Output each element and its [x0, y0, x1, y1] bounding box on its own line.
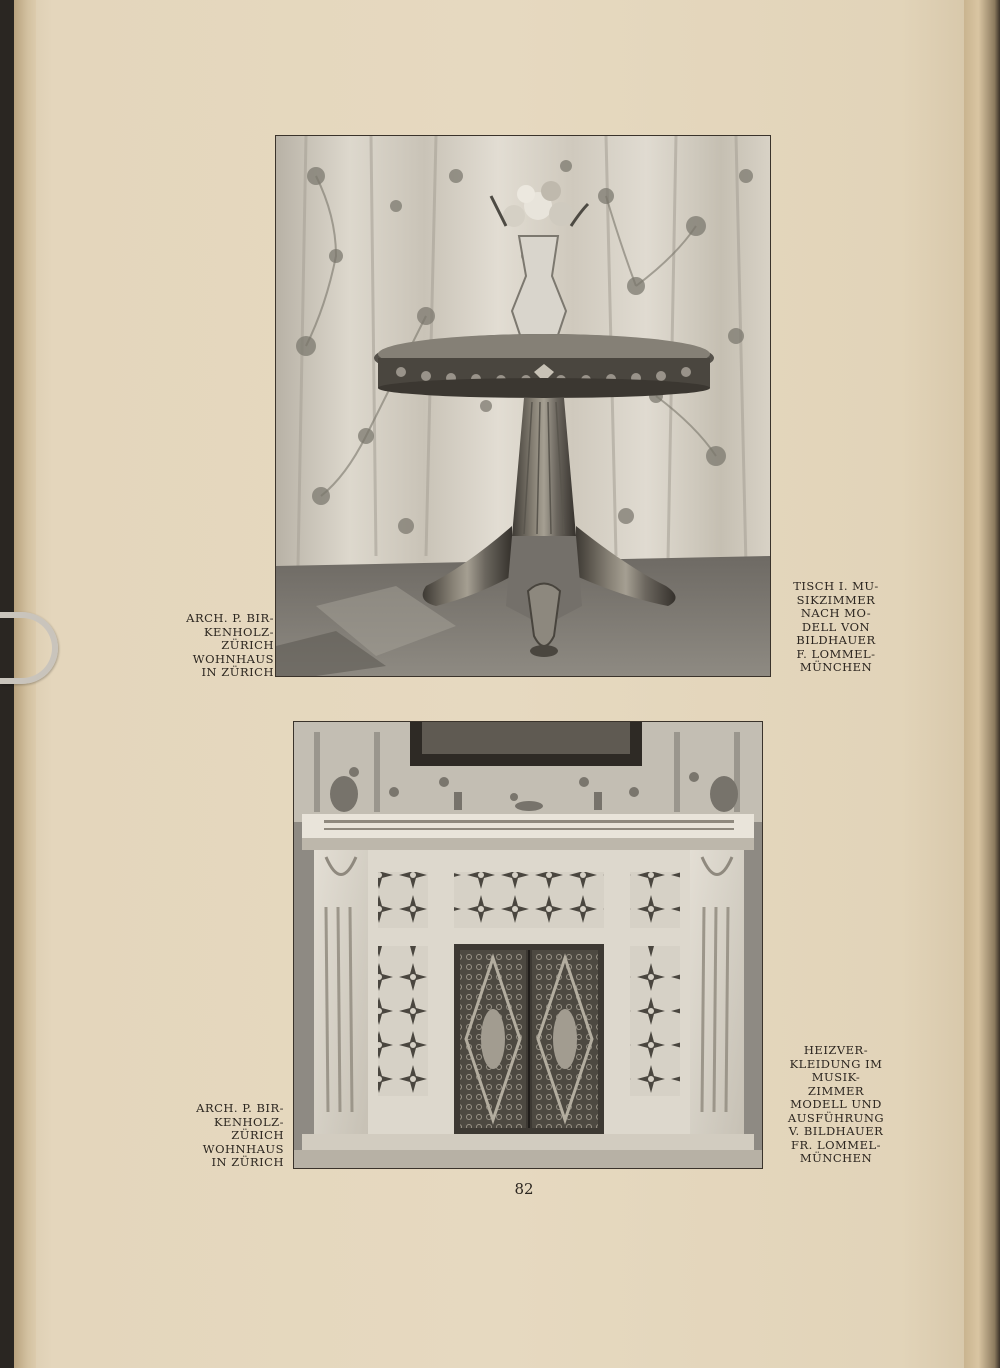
figure-2-radiator-cover-photo [294, 722, 762, 1168]
book-page [14, 0, 978, 1368]
page-edge-right [964, 0, 1000, 1368]
figure-1-architect-caption: ARCH. P. BIR- KENHOLZ- ZÜRICH WOHNHAUS IN ZÜRICH [186, 611, 274, 679]
figure-2-description-caption: HEIZVER- KLEIDUNG IM MUSIK- ZIMMER MODELL UND AUSFÜHRUNG V. BILDHAUER FR. LOMMEL- MÜNCHEN [787, 1043, 885, 1165]
figure-1-description-caption: TISCH I. MU- SIKZIMMER NACH MO- DELL VON BILDHAUER F. LOMMEL- MÜNCHEN [793, 579, 879, 674]
page-gutter [14, 0, 36, 1368]
figure-2-architect-caption: ARCH. P. BIR- KENHOLZ- ZÜRICH WOHNHAUS IN ZÜRICH [196, 1101, 284, 1169]
figure-1-table-photo [276, 136, 770, 676]
page-number: 82 [514, 1180, 534, 1198]
